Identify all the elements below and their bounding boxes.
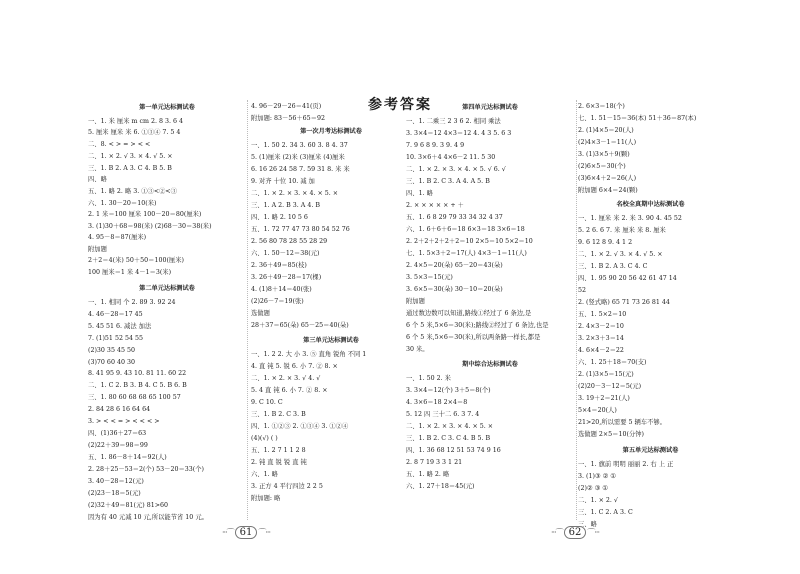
section-heading: 名校全真期中达标测试卷 [616, 201, 685, 208]
answer-line: 一、1. 相同 个 2. 89 3. 92 24 [88, 299, 176, 306]
answer-line: 4. (1)8＋14＝40(张) [251, 286, 312, 293]
answer-line: 五、1. 72 77 47 73 80 54 52 76 [251, 226, 350, 233]
answer-line: 三、1. C 2. A 3. C [578, 509, 633, 516]
ornament-right-icon: ⌒··· [258, 528, 271, 537]
answer-line: 六、1. 6＋6＋6＝18 6×3＝18 3×6＝18 [406, 226, 525, 233]
answer-line: 二、1. × 2. × 3. × 4. × 5. × [251, 190, 339, 197]
answer-line: 21>20,所以需要 5 辆车不够。 [578, 419, 666, 426]
answer-line: 四、1. ①②③ 2. ①③④ 3. ①②④ [251, 423, 349, 430]
answer-line: 3. 3×4＝12(个) 3＋5＝8(个) [406, 387, 491, 394]
answer-line: 2. 8 7 19 3 3 1 21 [406, 459, 463, 466]
answer-line: (4)(√) ( ) [251, 435, 278, 442]
answer-line: (2)② ③ ① [578, 485, 608, 492]
answer-line: (2)26－7＝19(张) [251, 298, 304, 305]
answer-line: 附加题: 略 [251, 495, 281, 502]
answer-line: 一、1. 2 2. 大 小 3. ⑤ 直角 锐角 不同 1 [251, 351, 367, 358]
answer-line: 六、1. 50－12＝38(元) [251, 250, 320, 257]
answer-line: 100 厘米＝1 米 4－1＝3(米) [88, 269, 172, 276]
answer-line: 四、(1)36＋27＝63 [88, 430, 147, 437]
ornament-left-icon: ···⌒ [222, 528, 234, 537]
answer-line: 3. 正方 4 平行四边 2 2 5 [251, 483, 323, 490]
answer-line: 9. 6 12 8 9. 4 1 2 [578, 239, 633, 246]
ornament-right-icon: ⌒··· [587, 528, 600, 537]
answer-line: 五、1. 略 2. 略 3. ①③<②<③ [88, 188, 177, 195]
answer-line: 3. 5×3＝15(元) [406, 274, 453, 281]
answer-line: 六、1. 略 [251, 471, 278, 478]
answer-line: 二、1. × 2. × 3. × 4. × 5. × [406, 423, 494, 430]
answer-line: 二、1. × 2. √ 3. × 4. √ 5. × [88, 153, 173, 160]
answer-line: 三、1. B 2. C 3. B [251, 411, 306, 418]
answer-line: 6 个 5 米,5×6＝30(米);路线②经过了 6 条边,也是 [406, 322, 549, 329]
answer-line: 通过数边数可以知道,路线①经过了 6 条边,是 [406, 310, 532, 317]
answer-line: 一、1. 旗前 明明 丽丽 2. 右 上 正 [578, 461, 674, 468]
answer-line: 3. 2×3＋3＝14 [578, 335, 624, 342]
section-heading: 第一次月考达标测试卷 [300, 128, 362, 135]
answer-line: 4. 6×4－2＝22 [578, 347, 624, 354]
answer-line: 3. 6×5＝30(朵) 30－10＝20(朵) [406, 286, 503, 293]
answer-line: 2. 2＋2＋2＋2＋2＝10 2×5＝10 5×2＝10 [406, 238, 533, 245]
answer-line: 4. 96－29－26＝41(页) [251, 103, 322, 110]
answer-line: 2. 钝 直 锐 锐 直 钝 [251, 459, 307, 466]
answer-line: (2)20－3－12＝5(元) [578, 383, 642, 390]
answer-line: 六、1. 25＋18＝70(支) [578, 359, 647, 366]
page-number-value: 62 [564, 526, 587, 539]
answer-line: 2. 36＋49＝85(枝) [251, 262, 307, 269]
answer-line: 选做题 [251, 310, 270, 317]
answer-line: (3)70 60 40 30 [88, 359, 135, 366]
answer-line: 一、1. 二乘三 2 3 6 2. 相同 乘法 [406, 118, 501, 125]
answer-line: 3. (1)30＋68＝98(米) (2)68－30＝38(米) [88, 223, 212, 230]
answer-line: 5. 4 直 钝 6. 小 7. ② 8. × [251, 387, 328, 394]
answer-line: 五、1. 5×2＝10 [578, 311, 627, 318]
section-heading: 第四单元达标测试卷 [462, 104, 518, 111]
answer-line: 五、1. 2 7 1 1 2 8 [251, 447, 306, 454]
answer-line: 附加题 [88, 246, 107, 253]
answer-line: 2＋2＝4(米) 50＋50＝100(厘米) [88, 257, 184, 264]
column-divider [247, 100, 248, 520]
answer-line: 4. 直 钝 5. 锐 6. 小 7. ② 8. × [251, 363, 338, 370]
answer-line: 2. 4×3－2＝10 [578, 323, 624, 330]
answer-line: 4. 3×6＝18 2×4＝8 [406, 399, 468, 406]
answer-line: 四、1. 36 68 12 51 53 74 9 16 [406, 447, 501, 454]
answer-line: 9. C 10. C [251, 399, 283, 406]
answer-line: 附加题 [406, 298, 425, 305]
answer-line: 7. 9 6 8 9. 3 9. 4 9 [406, 142, 465, 149]
answer-line: 2. 4×5＝20(朵) 65－20＝43(朵) [406, 262, 503, 269]
answer-line: 6. 16 26 24 58 7. 59 31 8. 米 米 [251, 166, 350, 173]
answer-line: (2)23－18＝5(元) [88, 490, 141, 497]
answer-line: 2. × × × × × + ＋ [406, 202, 464, 209]
section-heading: 第一单元达标测试卷 [139, 104, 195, 111]
answer-line: (2)30 35 45 50 [88, 347, 135, 354]
answer-line: 二、1. × 2. × 3. × 4. × 5. √ 6. √ [406, 166, 506, 173]
answer-line: 三、1. A 2. B 3. A 4. B [251, 202, 320, 209]
answer-line: 5. (1)厘米 (2)米 (3)厘米 (4)厘米 [251, 154, 345, 161]
answer-line: (3)6×4＋2＝26(人) [578, 175, 637, 182]
answer-line: 2. 6×3＝18(个) [578, 103, 625, 110]
answer-line: 一、1. 米 厘米 m cm 2. 8 3. 6 4 [88, 118, 184, 125]
answer-line: 附加题: 83－56＋65＝92 [251, 115, 325, 122]
answer-line: 五、1. 6 8 29 79 33 34 32 4 37 [406, 214, 503, 221]
answer-line: 四、略 [88, 176, 107, 183]
answer-line: 10. 3×6＋4 4×6－2 11. 5 30 [406, 154, 496, 161]
answer-line: (2)6×5＝30(个) [578, 163, 626, 170]
answer-line: 二、1. × 2. × 3. √ 4. √ [251, 375, 321, 382]
ornament-left-icon: ···⌒ [551, 528, 563, 537]
answer-line: 三、1. B 2. C 3. C 4. B 5. B [406, 435, 491, 442]
page-number-value: 61 [235, 526, 258, 539]
answer-line: 2. (1)4×5＝20(人) [578, 127, 634, 134]
page-number-right [551, 527, 599, 538]
answer-line: 28＋37＝65(朵) 65－25＝40(朵) [251, 322, 349, 329]
answer-line: 三、1. B 2. A 3. C 4. B 5. B [88, 165, 172, 172]
answer-line: 二、1. C 2. B 3. B 4. C 5. B 6. B [88, 382, 187, 389]
answer-line: 5×4＝20(人) [578, 407, 617, 414]
answer-line: 七、1. 5×3＋2＝17(人) 4×3－1＝11(人) [406, 250, 527, 257]
answer-line: 四、1. 略 2. 10 5 6 [251, 214, 308, 221]
answer-line: (2)32＋49＝81(元) 81>60 [88, 502, 169, 509]
answer-line: 3. 40－28＝12(元) [88, 478, 144, 485]
page-number-left [222, 527, 270, 538]
answer-line: 六、1. 27＋18＝45(元) [406, 483, 475, 490]
answer-line: 4. 95－8＝87(厘米) [88, 234, 147, 241]
answer-line: 五、1. 略 2. 略 [406, 471, 450, 478]
answer-line: 二、1. × 2. √ 3. × 4. √ 5. × [578, 251, 663, 258]
answer-line: 7. (1)51 52 54 55 [88, 335, 143, 342]
section-heading: 第二单元达标测试卷 [139, 285, 195, 292]
answer-line: 五、1. 86－8＋14＝92(人) [88, 454, 167, 461]
answer-line: 9. 对齐 十位 10. 减 加 [251, 178, 315, 185]
answer-line: 七、1. 51－15＝36(本) 51＋36＝87(本) [578, 115, 697, 122]
answer-line: 2. 56 80 78 28 55 28 29 [251, 238, 328, 245]
answer-line: 5. 2 6. 6 7. 米 厘米 米 8. 厘米 [578, 227, 666, 234]
answer-line: 选做题 2×5＝10(分钟) [578, 431, 644, 438]
section-heading: 期中综合达标测试卷 [462, 361, 518, 368]
answer-line: 3. > < < = > < < < > [88, 418, 160, 425]
answer-line: 三、1. B 2. C 3. A 4. A 5. B [406, 178, 490, 185]
section-heading: 第五单元达标测试卷 [622, 447, 679, 454]
answer-line: 附加题 6×4＝24(颗) [578, 187, 638, 194]
answer-line: 一、1. 50 2. 米 [406, 375, 451, 382]
answer-line: 六、1. 30－20＝10(米) [88, 200, 157, 207]
answer-line: 一、1. 50 2. 34 3. 60 3. 8 4. 37 [251, 142, 348, 149]
answer-line: 6 个 5 米,5×6＝30(米),所以两条路一样长,都是 [406, 334, 541, 341]
answer-line: 2. 28＋25－53＝2(个) 53－20＝33(个) [88, 466, 204, 473]
answer-line: 52 [578, 287, 587, 294]
answer-line: 2. (1)3×5＝15(元) [578, 371, 634, 378]
answer-line: 5. 12 四 三十二 6. 3 7. 4 [406, 411, 480, 418]
answer-line: 四、1. 略 [406, 190, 433, 197]
answer-line: 三、略 [578, 521, 597, 528]
answer-line: 30 米。 [406, 346, 429, 353]
answer-line: 四、1. 95 90 20 56 42 61 47 14 [578, 275, 677, 282]
answer-line: 4. 46－28＝17 45 [88, 311, 143, 318]
answer-line: 8. 41 95 9. 43 10. 81 11. 60 22 [88, 370, 187, 377]
answer-line: (2)4×3－1＝11(人) [578, 139, 637, 146]
answer-line: 3. 26＋49－28＝17(棵) [251, 274, 322, 281]
answer-line: 因为有 40 元减 10 元,所以能节省 10 元。 [88, 514, 208, 521]
answer-line: 三、1. B 2. A 3. C 4. C [578, 263, 648, 270]
answer-line: 5. 45 51 6. 减法 加法 [88, 323, 152, 330]
column-divider [576, 100, 577, 520]
answer-line: 5. 厘米 厘米 米 6. ①③④ 7. 5 4 [88, 129, 181, 136]
answer-line: 一、1. 厘米 米 2. 米 3. 90 4. 45 52 [578, 215, 682, 222]
answer-line: 3. 19＋2＝21(人) [578, 395, 630, 402]
answer-line: 2. 84 28 6 16 64 64 [88, 406, 151, 413]
page-title: 参考答案 [368, 97, 432, 113]
section-heading: 第三单元达标测试卷 [303, 337, 359, 344]
answer-line: 2. (竖式略) 65 71 73 26 81 44 [578, 299, 670, 306]
answer-line: 2. 1 米＝100 厘米 100－20＝80(厘米) [88, 211, 202, 218]
answer-line: 3. 3×4＝12 4×3＝12 4. 4 3 5. 6 3 [406, 130, 512, 137]
answer-line: 3. (1)3×5＋9(颗) [578, 151, 630, 158]
answer-line: 二、8. < > = > < < [88, 141, 151, 148]
answer-line: 二、1. × 2. √ [578, 497, 618, 504]
answer-line: 三、1. 80 60 68 68 65 100 57 [88, 394, 181, 401]
answer-line: 3. (1)③ ② ① [578, 473, 616, 480]
answer-line: (2)22＋39＝98＝99 [88, 442, 148, 449]
